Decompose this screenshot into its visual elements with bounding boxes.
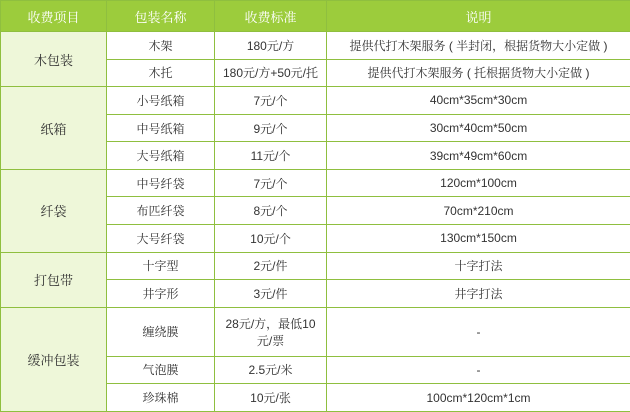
item-description: 100cm*120cm*1cm bbox=[327, 384, 630, 412]
table-header-row bbox=[1, 1, 630, 32]
item-price: 2.5元/米 bbox=[215, 356, 327, 384]
item-description: 130cm*150cm bbox=[327, 225, 630, 253]
item-description: 井字打法 bbox=[327, 280, 630, 308]
item-description: 十字打法 bbox=[327, 252, 630, 280]
item-price: 8元/个 bbox=[215, 197, 327, 225]
item-price: 3元/件 bbox=[215, 280, 327, 308]
item-price: 10元/个 bbox=[215, 225, 327, 253]
item-name: 气泡膜 bbox=[107, 356, 215, 384]
table-row bbox=[1, 252, 630, 280]
item-description: 提供代打木架服务 ( 半封闭，根据货物大小定做 ) bbox=[327, 32, 630, 60]
item-description: - bbox=[327, 307, 630, 356]
item-description: 39cm*49cm*60cm bbox=[327, 142, 630, 170]
item-price: 2元/件 bbox=[215, 252, 327, 280]
table-row bbox=[1, 87, 630, 115]
group-label-carton: 纸箱 bbox=[1, 87, 107, 170]
column-header-category: 收费项目 bbox=[1, 1, 107, 32]
item-price: 11元/个 bbox=[215, 142, 327, 170]
table-row bbox=[1, 307, 630, 356]
item-description: 30cm*40cm*50cm bbox=[327, 114, 630, 142]
item-name: 井字形 bbox=[107, 280, 215, 308]
item-name: 中号纤袋 bbox=[107, 169, 215, 197]
item-price: 180元/方 bbox=[215, 32, 327, 60]
item-name: 十字型 bbox=[107, 252, 215, 280]
column-header-price-standard: 收费标准 bbox=[215, 1, 327, 32]
item-name: 中号纸箱 bbox=[107, 114, 215, 142]
item-name: 珍珠棉 bbox=[107, 384, 215, 412]
item-name: 布匹纤袋 bbox=[107, 197, 215, 225]
item-description: 120cm*100cm bbox=[327, 169, 630, 197]
item-name: 大号纸箱 bbox=[107, 142, 215, 170]
item-name: 大号纤袋 bbox=[107, 225, 215, 253]
table-row bbox=[1, 32, 630, 60]
item-price: 28元/方，最低10元/票 bbox=[215, 307, 327, 356]
item-price: 180元/方+50元/托 bbox=[215, 59, 327, 87]
item-name: 木架 bbox=[107, 32, 215, 60]
item-description: 40cm*35cm*30cm bbox=[327, 87, 630, 115]
column-header-description: 说明 bbox=[327, 1, 630, 32]
item-price: 10元/张 bbox=[215, 384, 327, 412]
item-description: 提供代打木架服务 ( 托根据货物大小定做 ) bbox=[327, 59, 630, 87]
group-label-woven-bag: 纤袋 bbox=[1, 169, 107, 252]
item-name: 木托 bbox=[107, 59, 215, 87]
group-label-strapping: 打包带 bbox=[1, 252, 107, 307]
item-name: 小号纸箱 bbox=[107, 87, 215, 115]
item-name: 缠绕膜 bbox=[107, 307, 215, 356]
item-price: 7元/个 bbox=[215, 169, 327, 197]
item-description: 70cm*210cm bbox=[327, 197, 630, 225]
group-label-cushioning: 缓冲包装 bbox=[1, 307, 107, 411]
table-row bbox=[1, 169, 630, 197]
column-header-package-name: 包装名称 bbox=[107, 1, 215, 32]
group-label-wood: 木包装 bbox=[1, 32, 107, 87]
item-description: - bbox=[327, 356, 630, 384]
item-price: 7元/个 bbox=[215, 87, 327, 115]
item-price: 9元/个 bbox=[215, 114, 327, 142]
